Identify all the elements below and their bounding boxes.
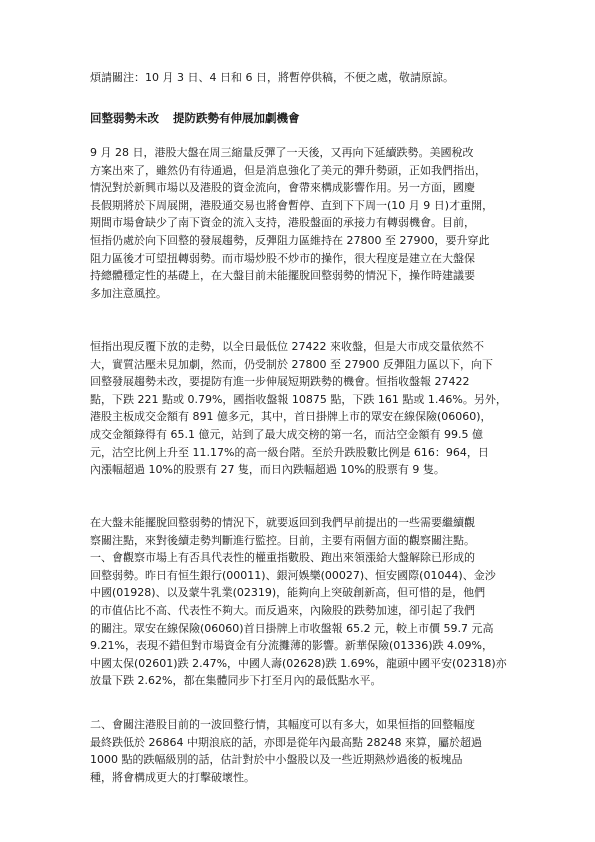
paragraph-line: 回整發展趨勢未改，要提防有進一步伸展短期跌勢的機會。恒指收盤報 27422 — [90, 375, 470, 389]
paragraph-line: 內漲幅超過 10%的股票有 27 隻，而日內跌幅超過 10%的股票有 9 隻。 — [90, 463, 445, 477]
paragraph-line: 港股主板成交金額有 891 億多元，其中，首日掛牌上市的眾安在線保險(06060)， — [90, 410, 492, 424]
paragraph-line: 二、會關注港股目前的一波回整行情，其幅度可以有多大，如果恒指的回整幅度 — [90, 718, 475, 731]
paragraph-line: 的市值佔比不高、代表性不夠大。而反過來，內險股的跌勢加速，卻引起了我們 — [90, 603, 475, 617]
paragraph-line: 點，下跌 221 點或 0.79%，國指收盤報 10875 點，下跌 161 點或 1.46%。另外， — [90, 392, 507, 406]
paragraph-line: 大，實質沽壓未見加劇，然而，仍受制於 27800 至 27900 反彈阻力區以下，向下 — [90, 357, 493, 371]
notice-text: 煩請關注：10 月 3 日、4 日和 6 日，將暫停供稿，不便之處，敬請原諒。 — [90, 71, 454, 84]
paragraph-3 — [90, 514, 510, 690]
paragraph-line: 察關注點，來對後續走勢判斷進行監控。目前，主要有兩個方面的觀察關注點。 — [90, 533, 475, 547]
paragraph-2 — [90, 338, 510, 479]
paragraph-line: 回整弱勢。昨日有恒生銀行(00011)、銀河娛樂(00027)、恒安國際(01044)、金沙 — [90, 568, 496, 582]
paragraph-line: 種，將會構成更大的打擊破壞性。 — [90, 770, 255, 784]
paragraph-1 — [90, 144, 510, 302]
paragraph-line: 成交金額錄得有 65.1 億元，站到了最大成交榜的第一名，而沽空金額有 99.5 億 — [90, 427, 483, 441]
paragraph-line: 期間市場會缺少了南下資金的流入支持，港股盤面的承接力有轉弱機會。目前， — [90, 216, 475, 230]
paragraph-line: 最終跌低於 26864 中期浪底的話，亦即是從年內最高點 28248 來算，屬於超過 — [90, 735, 482, 749]
paragraph-line: 一、會觀察市場上有否具代表性的權重指數股、跑出來領漲給大盤解除已形成的 — [90, 551, 475, 565]
paragraph-line: 阻力區後才可望扭轉弱勢。而市場炒股不炒市的操作，很大程度是建立在大盤保 — [90, 251, 475, 265]
paragraph-line: 恒指出現反覆下放的走勢，以全日最低位 27422 來收盤，但是大市成交量依然不 — [90, 340, 484, 353]
paragraph-line: 情況對於新興市場以及港股的資金流向，會帶來構成影響作用。另一方面，國慶 — [90, 181, 475, 195]
paragraph-line: 在大盤未能擺脫回整弱勢的情況下，就要返回到我們早前提出的一些需要繼續觀 — [90, 516, 475, 529]
paragraph-4 — [90, 716, 510, 786]
paragraph-line: 1000 點的跌幅級別的話，估計對於中小盤股以及一些近期熱炒過後的板塊品 — [90, 753, 463, 767]
paragraph-line: 長假期將於下周展開，港股通交易也將會暫停、直到下下周一(10 月 9 日)才重開， — [90, 198, 494, 212]
paragraph-line: 元，沽空比例上升至 11.17%的高一級台階。至於升跌股數比例是 616：964，日 — [90, 445, 489, 459]
headline-part-1: 回整弱勢未改 — [90, 111, 159, 125]
paragraph-line: 的關注。眾安在線保險(06060)首日掛牌上市收盤報 65.2 元，較上市價 59.7 元高 — [90, 621, 494, 635]
paragraph-line: 9.21%，表現不錯但對市場資金有分流攤薄的影響。新華保險(01336)跌 4.09%， — [90, 639, 493, 653]
paragraph-line: 9 月 28 日，港股大盤在周三縮量反彈了一天後，又再向下延續跌勢。美國稅改 — [90, 146, 474, 159]
paragraph-line: 放量下跌 2.62%，都在集體同步下打至月內的最低點水平。 — [90, 674, 382, 688]
headline-part-2: 提防跌勢有伸展加劇機會 — [173, 111, 300, 125]
paragraph-line: 恒指仍處於向下回整的發展趨勢，反彈阻力區維持在 27800 至 27900，要升穿此 — [90, 233, 490, 247]
paragraph-line: 中國太保(02601)跌 2.47%，中國人壽(02628)跌 1.69%，龍頭中國平安(02318)亦 — [90, 656, 507, 670]
paragraph-line: 中國(01928)、以及蒙牛乳業(02319)，能夠向上突破創新高，但可惜的是，他們 — [90, 586, 486, 600]
paragraph-line: 多加注意風控。 — [90, 286, 167, 300]
paragraph-line: 持總體穩定性的基礎上，在大盤目前未能擺脫回整弱勢的情況下，操作時建議要 — [90, 269, 475, 283]
article-headline — [90, 110, 510, 126]
paragraph-line: 方案出來了，雖然仍有待通過，但是消息強化了美元的彈升勢頭，正如我們指出， — [90, 163, 486, 177]
